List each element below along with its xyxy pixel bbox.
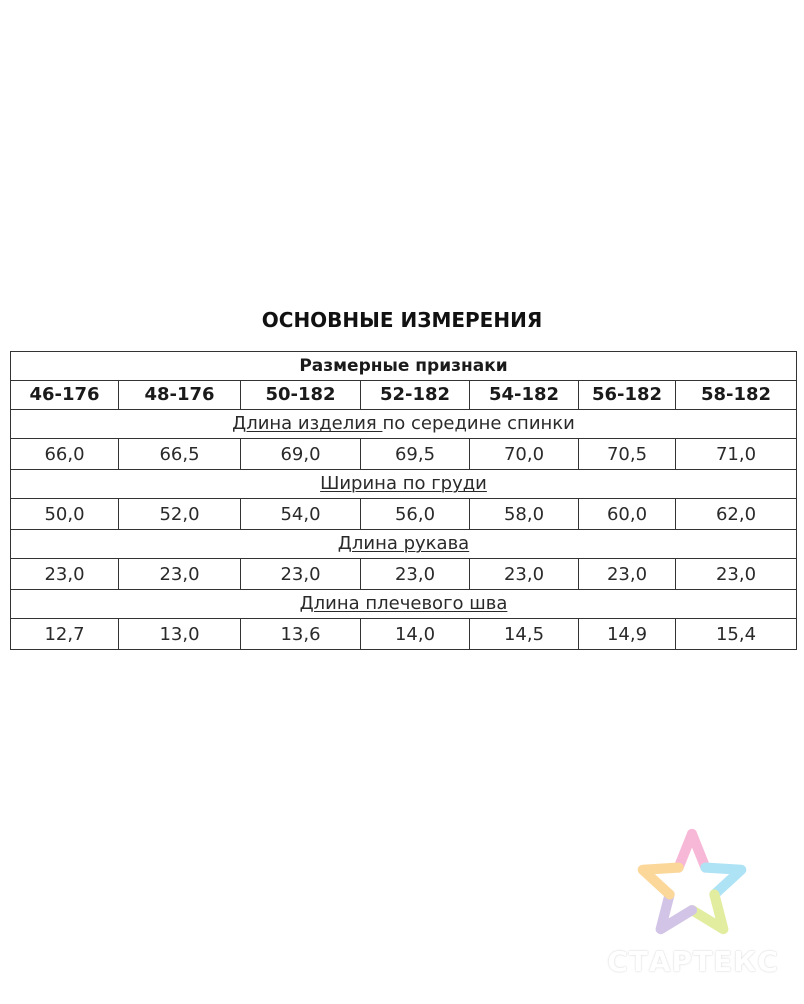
measurement-values-row [11, 619, 797, 650]
value-cell: 54,0 [241, 499, 361, 530]
measurement-label-cell [11, 590, 797, 619]
measurement-label-underlined: Длина изделия [232, 413, 383, 434]
measurement-label-row [11, 530, 797, 559]
size-header-cell: 54-182 [470, 381, 579, 410]
value-cell: 70,5 [579, 439, 676, 470]
measurement-label-cell [11, 530, 797, 559]
value-cell: 56,0 [361, 499, 470, 530]
measurement-label-underlined: Длина плечевого шва [299, 593, 508, 614]
value-cell: 23,0 [579, 559, 676, 590]
measurement-values-row [11, 439, 797, 470]
measurement-values-row [11, 499, 797, 530]
value-cell: 60,0 [579, 499, 676, 530]
value-cell: 66,0 [11, 439, 119, 470]
value-cell: 69,0 [241, 439, 361, 470]
value-cell: 23,0 [11, 559, 119, 590]
value-cell: 50,0 [11, 499, 119, 530]
measurement-label-cell [11, 470, 797, 499]
value-cell: 23,0 [119, 559, 241, 590]
size-header-cell: 48-176 [119, 381, 241, 410]
value-cell: 14,9 [579, 619, 676, 650]
value-cell: 23,0 [361, 559, 470, 590]
value-cell: 14,0 [361, 619, 470, 650]
value-cell: 23,0 [241, 559, 361, 590]
value-cell: 23,0 [676, 559, 797, 590]
value-cell: 66,5 [119, 439, 241, 470]
measurement-label-row [11, 410, 797, 439]
size-header-cell: 46-176 [11, 381, 119, 410]
value-cell: 69,5 [361, 439, 470, 470]
watermark-text: СТАРТЕКС [607, 945, 779, 978]
value-cell: 13,0 [119, 619, 241, 650]
measurement-values-row [11, 559, 797, 590]
size-header-cell: 50-182 [241, 381, 361, 410]
value-cell: 15,4 [676, 619, 797, 650]
page-title: ОСНОВНЫЕ ИЗМЕРЕНИЯ [261, 308, 543, 332]
watermark [598, 825, 788, 985]
value-cell: 23,0 [470, 559, 579, 590]
size-header-cell: 58-182 [676, 381, 797, 410]
star-logo-icon [636, 825, 748, 937]
value-cell: 58,0 [470, 499, 579, 530]
measurement-label-rest: по середине спинки [382, 413, 575, 434]
measurements-table-container [10, 351, 796, 650]
value-cell: 12,7 [11, 619, 119, 650]
measurement-label-cell [11, 410, 797, 439]
size-header-cell: 56-182 [579, 381, 676, 410]
value-cell: 70,0 [470, 439, 579, 470]
value-cell: 14,5 [470, 619, 579, 650]
size-header-row [11, 381, 797, 410]
value-cell: 71,0 [676, 439, 797, 470]
value-cell: 52,0 [119, 499, 241, 530]
measurement-label-underlined: Длина рукава [337, 533, 470, 554]
measurement-label-underlined: Ширина по груди [320, 473, 487, 494]
value-cell: 62,0 [676, 499, 797, 530]
measurement-label-row [11, 470, 797, 499]
measurement-label-row [11, 590, 797, 619]
size-header-cell: 52-182 [361, 381, 470, 410]
group-header-row [11, 352, 797, 381]
value-cell: 13,6 [241, 619, 361, 650]
measurements-table [10, 351, 797, 650]
group-header-cell: Размерные признаки [11, 352, 797, 381]
